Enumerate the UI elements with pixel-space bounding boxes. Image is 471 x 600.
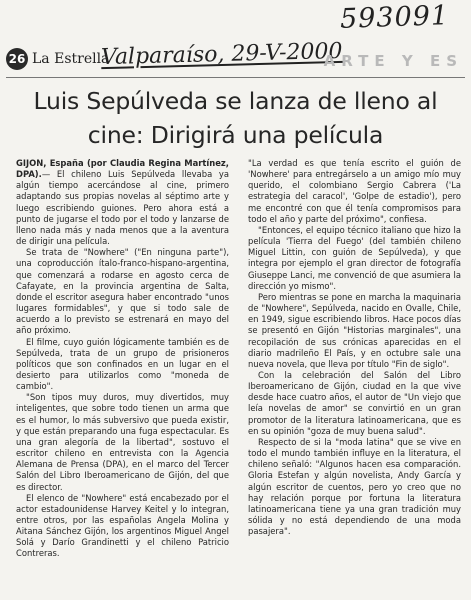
handwritten-record-number: 593091 (339, 0, 450, 35)
article-paragraph: El filme, cuyo guión lógicamente también es de Sepúlveda, trata de un grupo de prisioneros políticos que son confinados en un lugar en el desierto para utilizarlos como "moneda de cambio". (16, 336, 229, 392)
article-paragraph: El elenco de "Nowhere" está encabezado por el actor estadounidense Harvey Keitel y lo integran, entre otros, por las españolas Angela Molina y Aitana Sánchez Gijón, los argentinos Miguel Angel Solá y Darío Grandinetti y el chileno Patricio Contreras. (16, 492, 229, 559)
page-header (6, 38, 465, 74)
handwritten-date: Valparaíso, 29-V-2000 (100, 38, 343, 71)
article-paragraph: Con la celebración del Salón del Libro Iberoamericano de Gijón, ciudad en la que vive desde hace cuatro años, el autor de "Un viejo que leía novelas de amor" se convirtió en un gran promotor de la literatura latinoamericana, que es en su opinión "goza de muy buena salud". (248, 369, 461, 436)
article-paragraph: "La verdad es que tenía escrito el guión de 'Nowhere' para entregárselo a un amigo mío muy querido, el colombiano Sergio Cabrera ('La estrategia del caracol', 'Golpe de estadio'), pero me encontré con que él tenía compromisos para todo el año y parte del próximo", confiesa. (248, 158, 461, 224)
newspaper-name: La Estrella (32, 51, 110, 67)
paragraph-text: — El chileno Luis Sepúlveda llevaba ya algún tiempo acercándose al cine, primero adaptando sus propias novelas al séptimo arte y luego escribiendo guiones. Pero ahora está a punto de jugarse el todo por el todo y lanzarse de lleno nada más y nada menos que a la aventura de dirigir una película. (16, 169, 229, 247)
page-number-badge: 26 (6, 48, 28, 70)
article-headline: Luis Sepúlveda se lanza de lleno al cine: Dirigirá una película (33, 87, 438, 149)
article-column-left (16, 158, 229, 560)
section-name: ARTE Y ES (323, 52, 463, 70)
article-paragraph: "Son tipos muy duros, muy divertidos, muy inteligentes, que sobre todo tienen un arma que es el humor, lo más subversivo que pueda existir, y que están preparando una fuga espectacular. Es una gran alegoría de la libertad", sostuvo el escritor chileno en entrevista con la Agencia Alemana de Prensa (DPA), en el marco del Tercer Salón del Libro Iberoamericano de Gijón, del que es director. (16, 392, 229, 492)
article-paragraph (16, 158, 229, 247)
article-paragraph: Pero mientras se pone en marcha la maquinaria de "Nowhere", Sepúlveda, nacido en Ovalle, Chile, en 1949, sigue escribiendo libros. Hace pocos días se presentó en Gijón "Historias marginales", una recopilación de sus crónicas aparecidas en el diario madrileño El País, y en octubre sale una nueva novela, que lleva por título "Fin de siglo". (248, 291, 461, 369)
article-dateline: GIJON, España (por Claudia Regina Martínez, DPA). (16, 158, 229, 180)
header-rule (6, 77, 465, 78)
article-column-right (248, 158, 461, 537)
article-paragraph: Se trata de "Nowhere" ("En ninguna parte"), una coproducción ítalo-franco-hispano-argentina, que comenzará a rodarse en agosto cerca de Cafayate, en la provincia argentina de Salta, donde el escritor asegura haber encontrado "unos lugares formidables", y que si todo sale de acuerdo a lo previsto se estrenará en mayo del año próximo. (16, 247, 229, 336)
article-paragraph: "Entonces, el equipo técnico italiano que hizo la película 'Tierra del Fuego' (del también chileno Miguel Littin, con guión de Sepúlveda), y que integra por ejemplo el gran director de fotografía Giuseppe Lanci, me convenció de que asumiera la dirección yo mismo". (248, 224, 461, 291)
article-paragraph: Respecto de si la "moda latina" que se vive en todo el mundo también influye en la literatura, el chileno señaló: "Algunos hacen esa comparación. Gloria Estefan y algún novelista, Andy García y algún escritor de cuentos, pero yo creo que no hay relación porque por fortuna la literatura latinoamericana tiene ya una gran tradición muy sólida y no está dependiendo de una moda pasajera". (248, 436, 461, 537)
